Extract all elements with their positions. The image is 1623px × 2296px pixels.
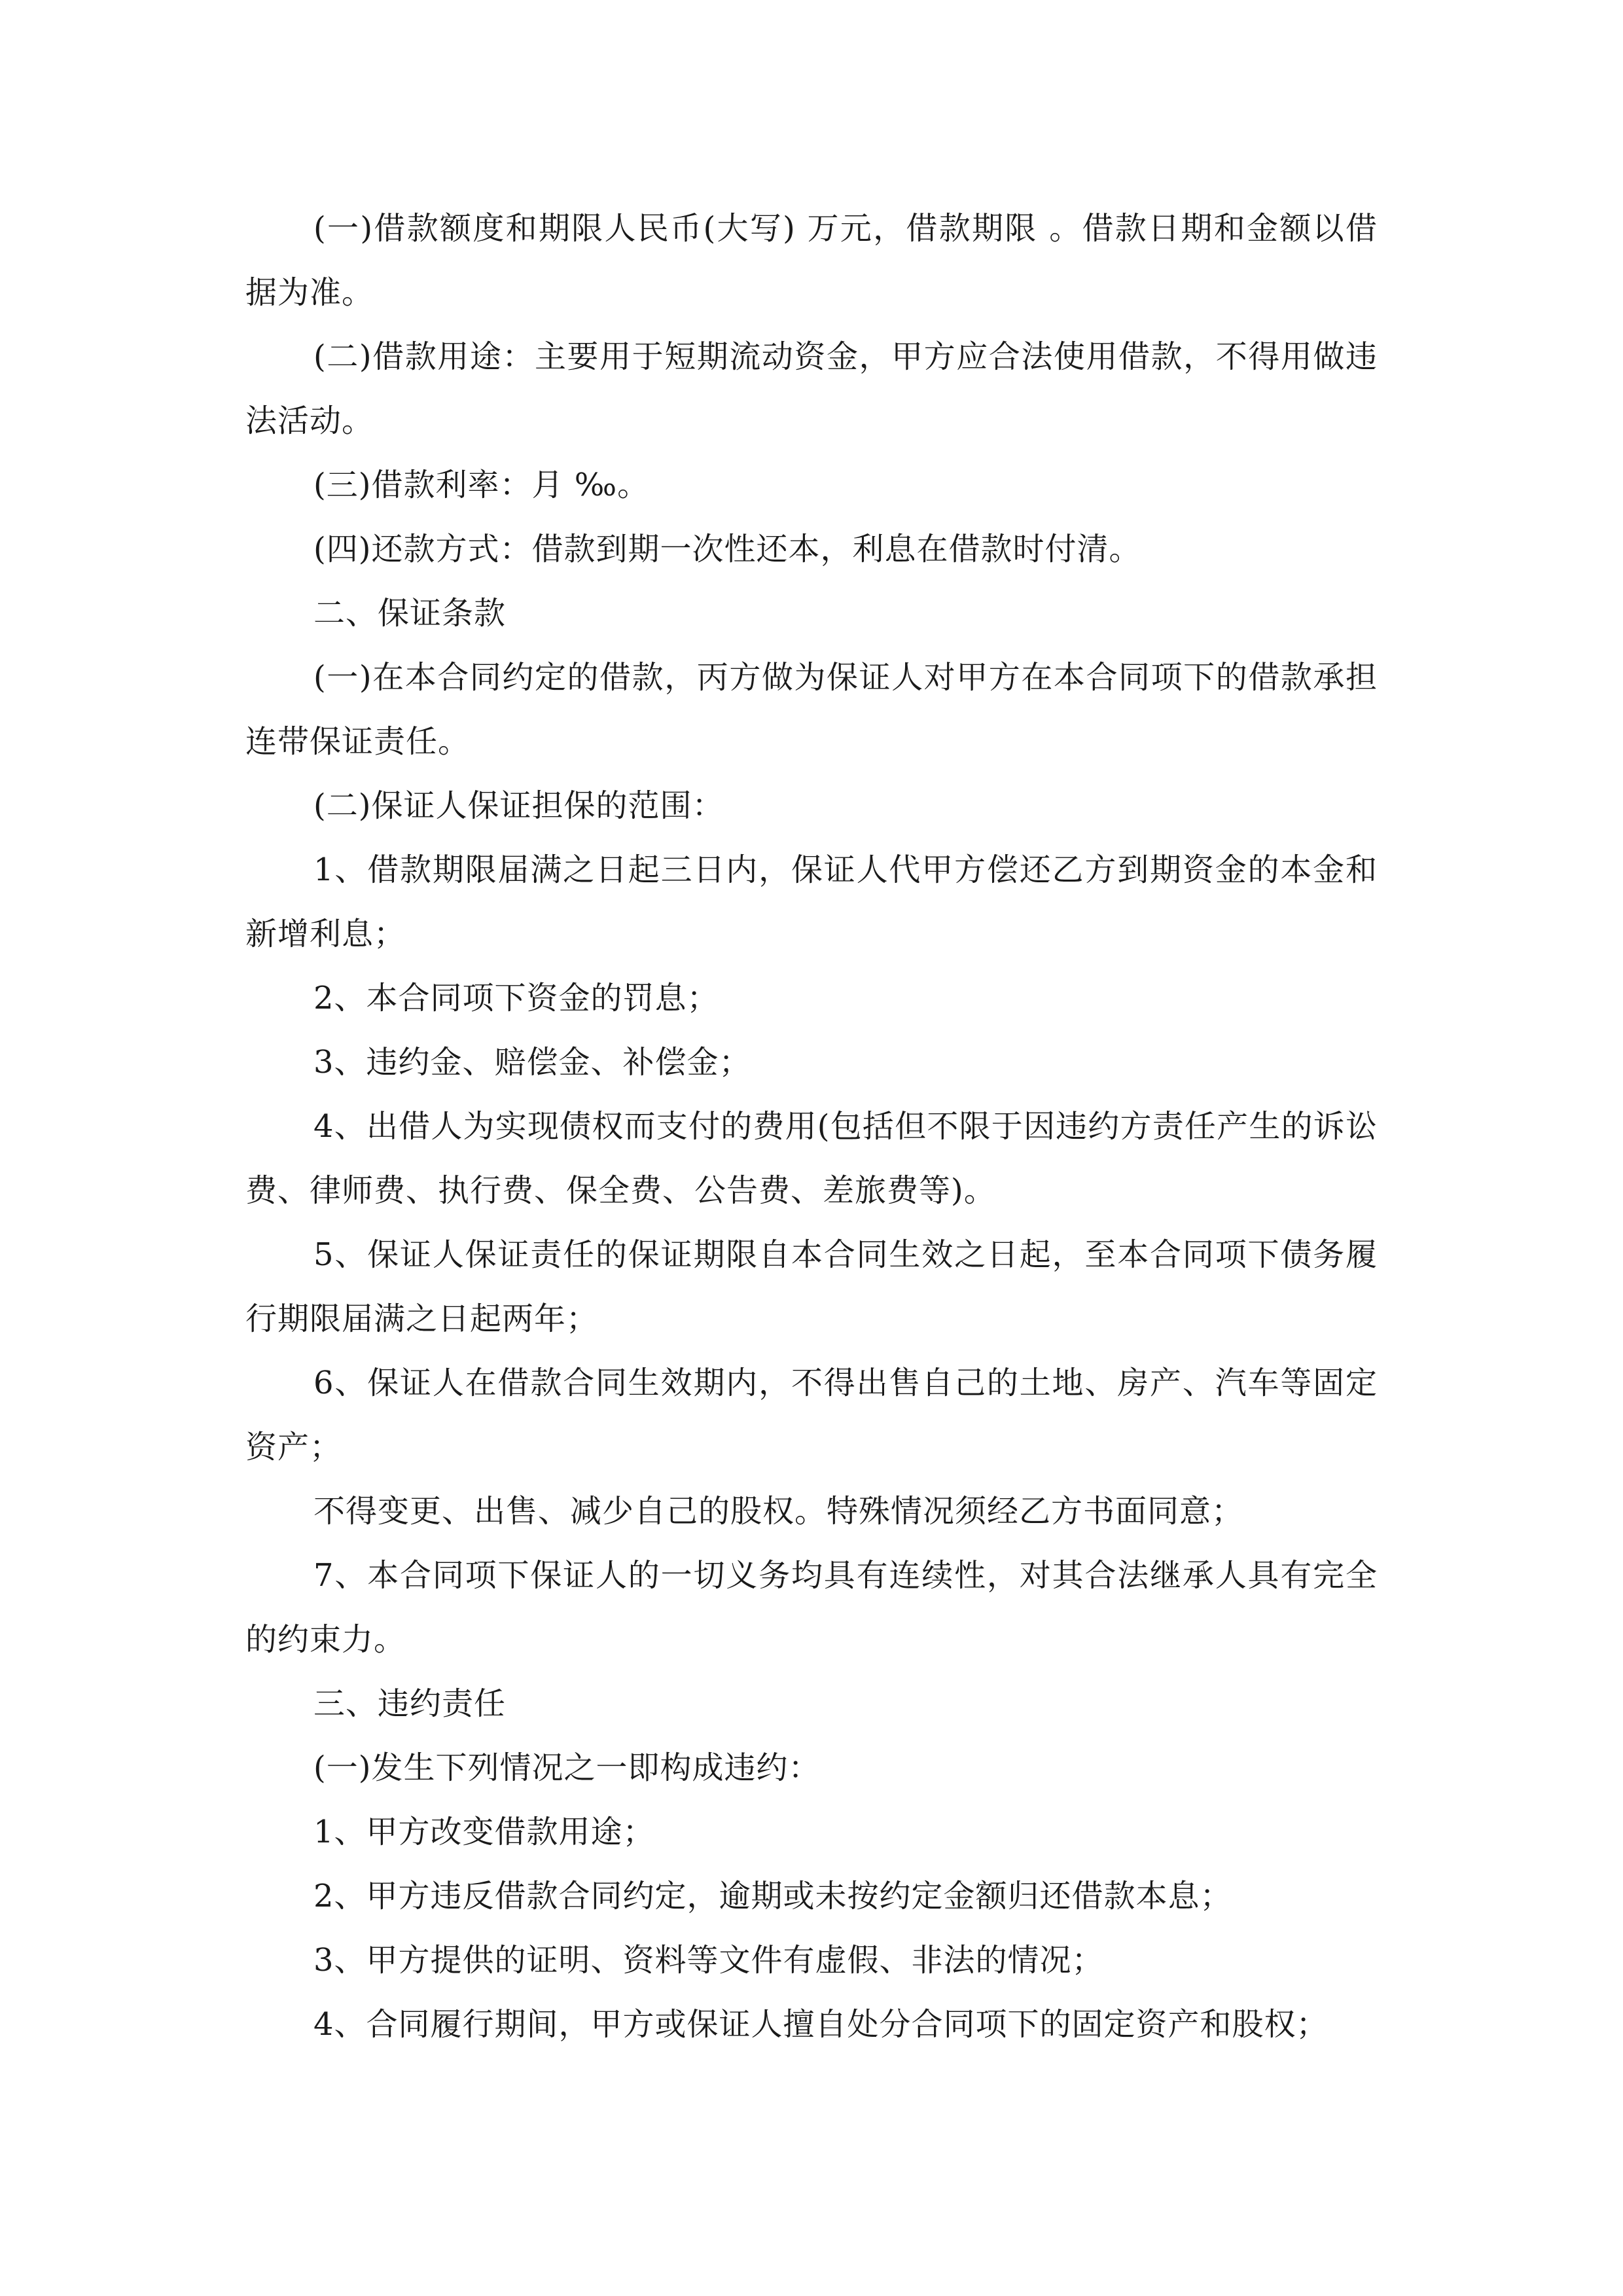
breach-item-2: 2、甲方违反借款合同约定，逾期或未按约定金额归还借款本息； bbox=[313, 1878, 1232, 1914]
paragraph-guarantee-liability: (一)在本合同约定的借款，丙方做为保证人对甲方在本合同项下的借款承担连带保证责任。 bbox=[245, 659, 1378, 760]
list-item-7: 7、本合同项下保证人的一切义务均具有连续性，对其合法继承人具有完全的约束力。 bbox=[245, 1557, 1378, 1658]
paragraph-breach-conditions: (一)发生下列情况之一即构成违约： bbox=[313, 1749, 821, 1786]
list-item-1: 1、借款期限届满之日起三日内，保证人代甲方偿还乙方到期资金的本金和新增利息； bbox=[245, 852, 1378, 952]
paragraph-loan-amount: (一)借款额度和期限人民币(大写) 万元，借款期限 。借款日期和金额以借据为准。 bbox=[245, 210, 1378, 311]
list-item-2: 2、本合同项下资金的罚息； bbox=[313, 980, 719, 1016]
document-body bbox=[245, 196, 1378, 2056]
list-item-5: 5、保证人保证责任的保证期限自本合同生效之日起，至本合同项下债务履行期限届满之日起两年； bbox=[245, 1236, 1378, 1337]
paragraph-repayment: (四)还款方式：借款到期一次性还本，利息在借款时付清。 bbox=[313, 531, 1141, 567]
paragraph-interest-rate: (三)借款利率：月 ‰。 bbox=[313, 467, 650, 503]
list-item-3: 3、违约金、赔偿金、补偿金； bbox=[313, 1044, 751, 1081]
breach-item-4: 4、合同履行期间，甲方或保证人擅自处分合同项下的固定资产和股权； bbox=[313, 2006, 1329, 2043]
section-heading-guarantee: 二、保证条款 bbox=[313, 595, 507, 632]
paragraph-guarantee-scope: (二)保证人保证担保的范围： bbox=[313, 787, 724, 824]
list-item-6: 6、保证人在借款合同生效期内，不得出售自己的土地、房产、汽车等固定资产； bbox=[245, 1365, 1378, 1465]
paragraph-loan-purpose: (二)借款用途：主要用于短期流动资金，甲方应合法使用借款，不得用做违法活动。 bbox=[245, 338, 1378, 439]
list-item-6-continued: 不得变更、出售、减少自己的股权。特殊情况须经乙方书面同意； bbox=[313, 1493, 1244, 1530]
section-heading-breach: 三、违约责任 bbox=[313, 1685, 507, 1722]
list-item-4: 4、出借人为实现债权而支付的费用(包括但不限于因违约方责任产生的诉讼费、律师费、执行费、保全费、公告费、差旅费等)。 bbox=[245, 1108, 1378, 1209]
breach-item-3: 3、甲方提供的证明、资料等文件有虚假、非法的情况； bbox=[313, 1942, 1104, 1979]
breach-item-1: 1、甲方改变借款用途； bbox=[313, 1814, 655, 1850]
